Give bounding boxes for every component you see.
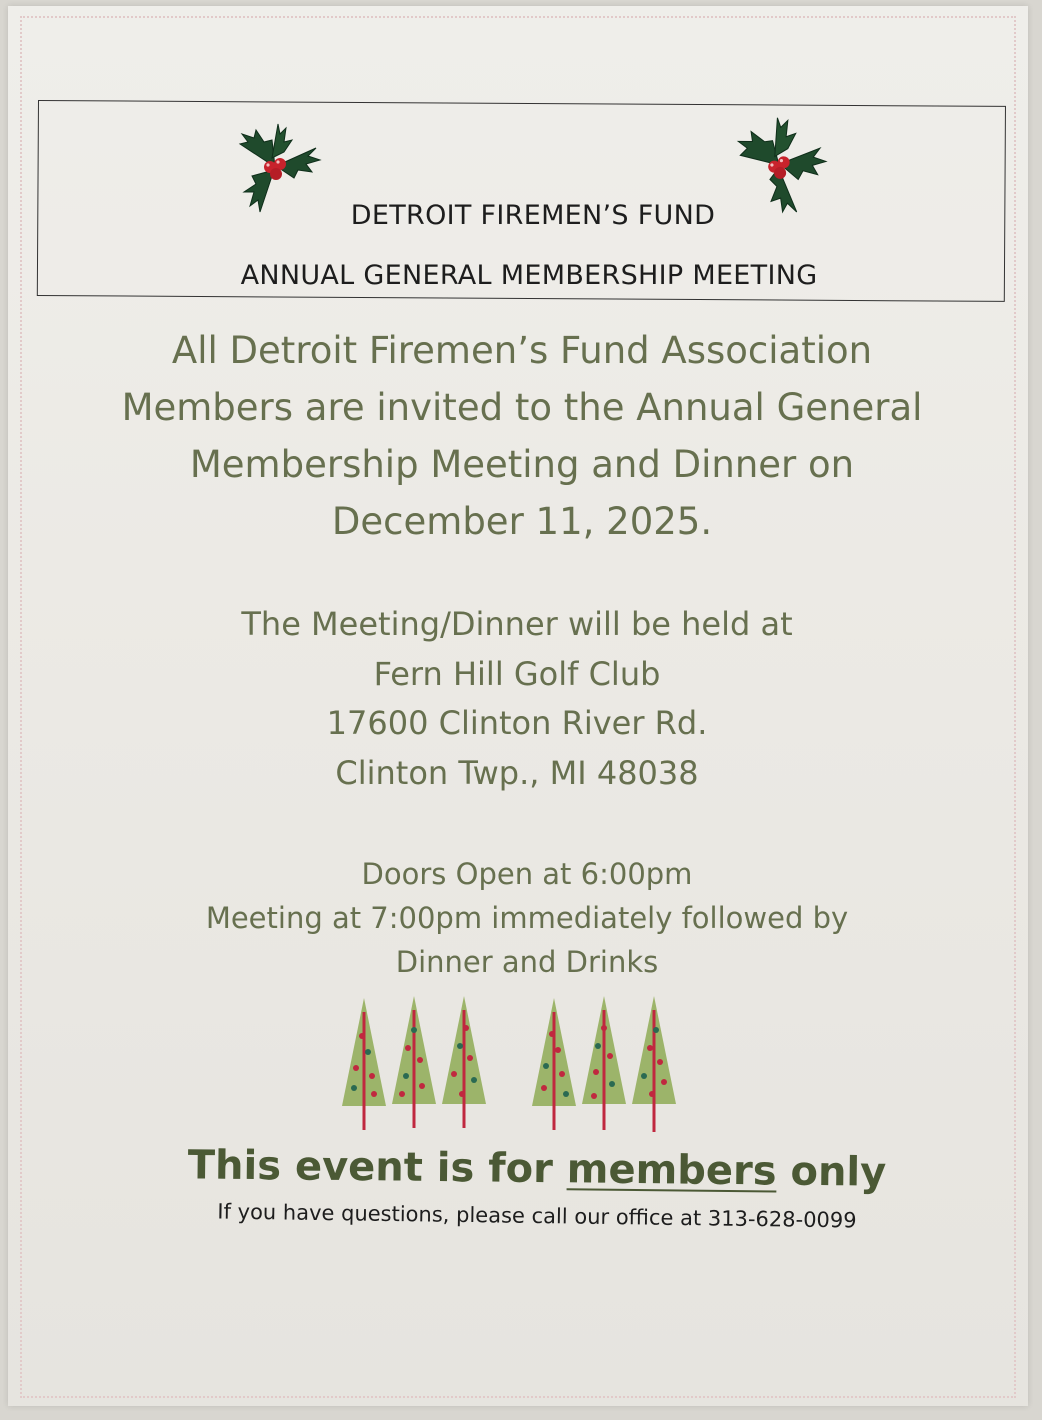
invitation-line: All Detroit Firemen’s Fund Association <box>171 329 873 372</box>
christmas-tree-icon <box>582 996 626 1130</box>
schedule-text <box>60 852 994 984</box>
invitation-line: Members are invited to the Annual General <box>121 386 923 429</box>
header-title: DETROIT FIREMEN’S FUND <box>350 200 716 231</box>
venue-text <box>60 600 974 798</box>
venue-city: Clinton Twp., MI 48038 <box>335 753 699 792</box>
invitation-date: December 11, 2025. <box>331 500 713 543</box>
meeting-time-line: Meeting at 7:00pm immediately followed by <box>205 901 849 935</box>
contact-info: If you have questions, please call our office at 313-628-0099 <box>217 1199 857 1233</box>
notice-emphasis: members <box>566 1146 777 1195</box>
christmas-tree-icon <box>392 996 436 1128</box>
christmas-tree-icon <box>442 996 486 1128</box>
venue-intro: The Meeting/Dinner will be held at <box>241 605 793 643</box>
doors-open-line: Doors Open at 6:00pm <box>361 857 693 891</box>
dinner-line: Dinner and Drinks <box>395 945 659 979</box>
venue-street: 17600 Clinton River Rd. <box>326 704 708 742</box>
invitation-text <box>60 322 984 550</box>
christmas-trees <box>332 990 692 1140</box>
header-subtitle: ANNUAL GENERAL MEMBERSHIP MEETING <box>240 260 818 291</box>
notice-prefix: This event is for <box>187 1142 568 1193</box>
venue-name: Fern Hill Golf Club <box>373 654 661 693</box>
invitation-line: Membership Meeting and Dinner on <box>189 443 855 486</box>
christmas-tree-icon <box>632 996 676 1132</box>
christmas-tree-icon <box>342 998 386 1130</box>
christmas-tree-icon <box>532 998 576 1130</box>
notice-suffix: only <box>776 1148 887 1196</box>
